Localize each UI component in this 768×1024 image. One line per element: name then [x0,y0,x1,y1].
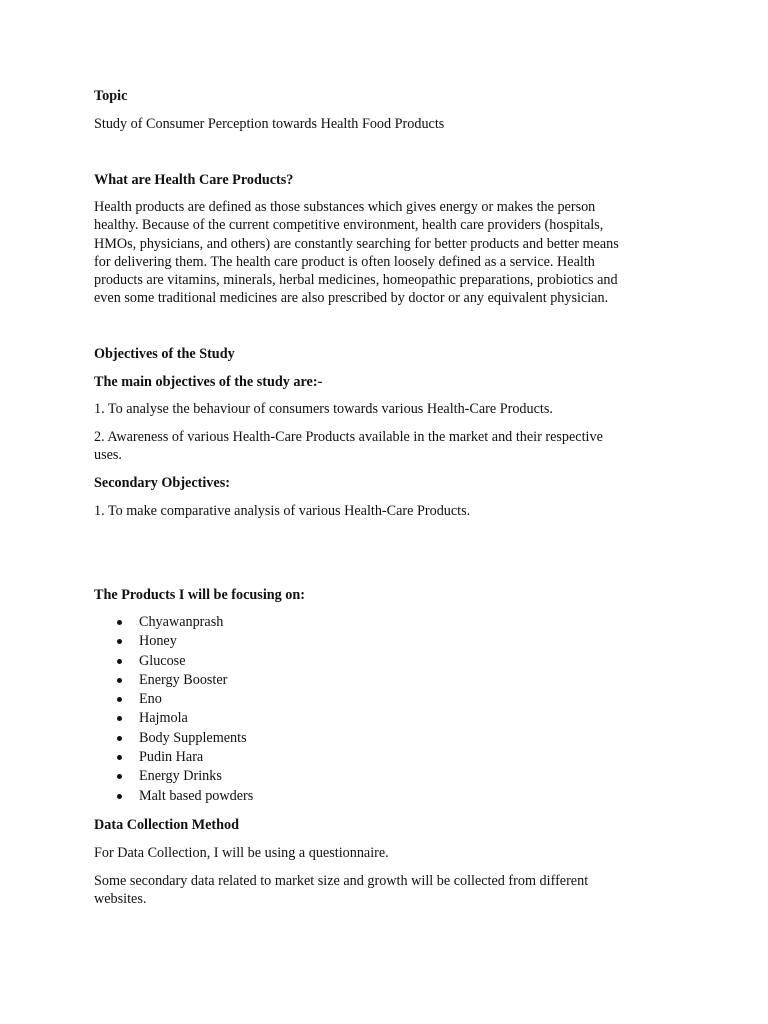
bullet-icon [117,678,122,683]
what-heading: What are Health Care Products? [94,172,294,188]
paragraph-line: even some traditional medicines are also prescribed by doctor or any equivalent physician. [94,290,609,307]
main-objectives-heading: The main objectives of the study are:- [94,374,323,390]
bullet-icon [117,794,122,799]
paragraph-line: for delivering them. The health care product is often loosely defined as a service. Health [94,253,595,270]
paragraph-line: Some secondary data related to market size and growth will be collected from different [94,873,589,889]
bullet-icon [117,736,122,741]
data-collection-text-1: For Data Collection, I will be using a questionnaire. [94,845,389,861]
what-paragraph [94,198,684,308]
paragraph-line: HMOs, physicians, and others) are constantly searching for better products and better means [94,235,619,252]
secondary-objective-1: 1. To make comparative analysis of various Health-Care Products. [94,503,471,519]
products-heading: The Products I will be focusing on: [94,587,305,603]
paragraph-line: Health products are defined as those substances which gives energy or makes the person [94,199,596,215]
bullet-icon [117,620,122,625]
bullet-icon [117,697,122,702]
topic-heading: Topic [94,88,128,104]
paragraph-line: websites. [94,891,147,908]
bullet-icon [117,755,122,760]
paragraph-line: 2. Awareness of various Health-Care Products available in the market and their respective [94,429,603,445]
data-collection-text-2 [94,872,684,909]
paragraph-line: healthy. Because of the current competitive environment, health care providers (hospitals, [94,217,604,234]
secondary-heading: Secondary Objectives: [94,475,230,491]
objective-2 [94,428,684,465]
objectives-heading: Objectives of the Study [94,346,235,362]
paragraph-line: products are vitamins, minerals, herbal medicines, homeopathic preparations, probiotics and [94,272,618,289]
data-collection-heading: Data Collection Method [94,817,240,833]
bullet-icon [117,774,122,779]
topic-text: Study of Consumer Perception towards Health Food Products [94,116,445,132]
objective-1: 1. To analyse the behaviour of consumers towards various Health-Care Products. [94,401,553,417]
bullet-icon [117,639,122,644]
document-page: Topic Study of Consumer Perception towards Health Food Products What are Health Care Products? Health products are defined as those substances which gives energy or makes the person healthy. Because of the current competitive environment, health care providers (hospitals, HMOs, physicians, and others) are constantly searching for better products and better means for delivering them. The health care product is often loosely defined as a service. Health products are vitamins, minerals, herbal medicines, homeopathic preparations, probiotics and even some traditional medicines are also prescribed by doctor or any equivalent physician. Objectives of the Study The main objectives of the study are:- 1. To analyse the behaviour of consumers towards various Health-Care Products. 2. Awareness of various Health-Care Products available in the market and their respective uses. Secondary Objectives: 1. To make comparative analysis of various Health-Care Products. The Products I will be focusing on: Chyawanprash Honey Glucose Energy Booster Eno Hajmola Body Supplements Pudin Hara Energy Drinks Malt based powders Data Collection Method For Data Collection, I will be using a questionnaire. Some secondary data related to market size and growth will be collected from different websites. [0,0,768,1024]
bullet-icon [117,716,122,721]
bullet-icon [117,659,122,664]
paragraph-line: uses. [94,447,122,464]
